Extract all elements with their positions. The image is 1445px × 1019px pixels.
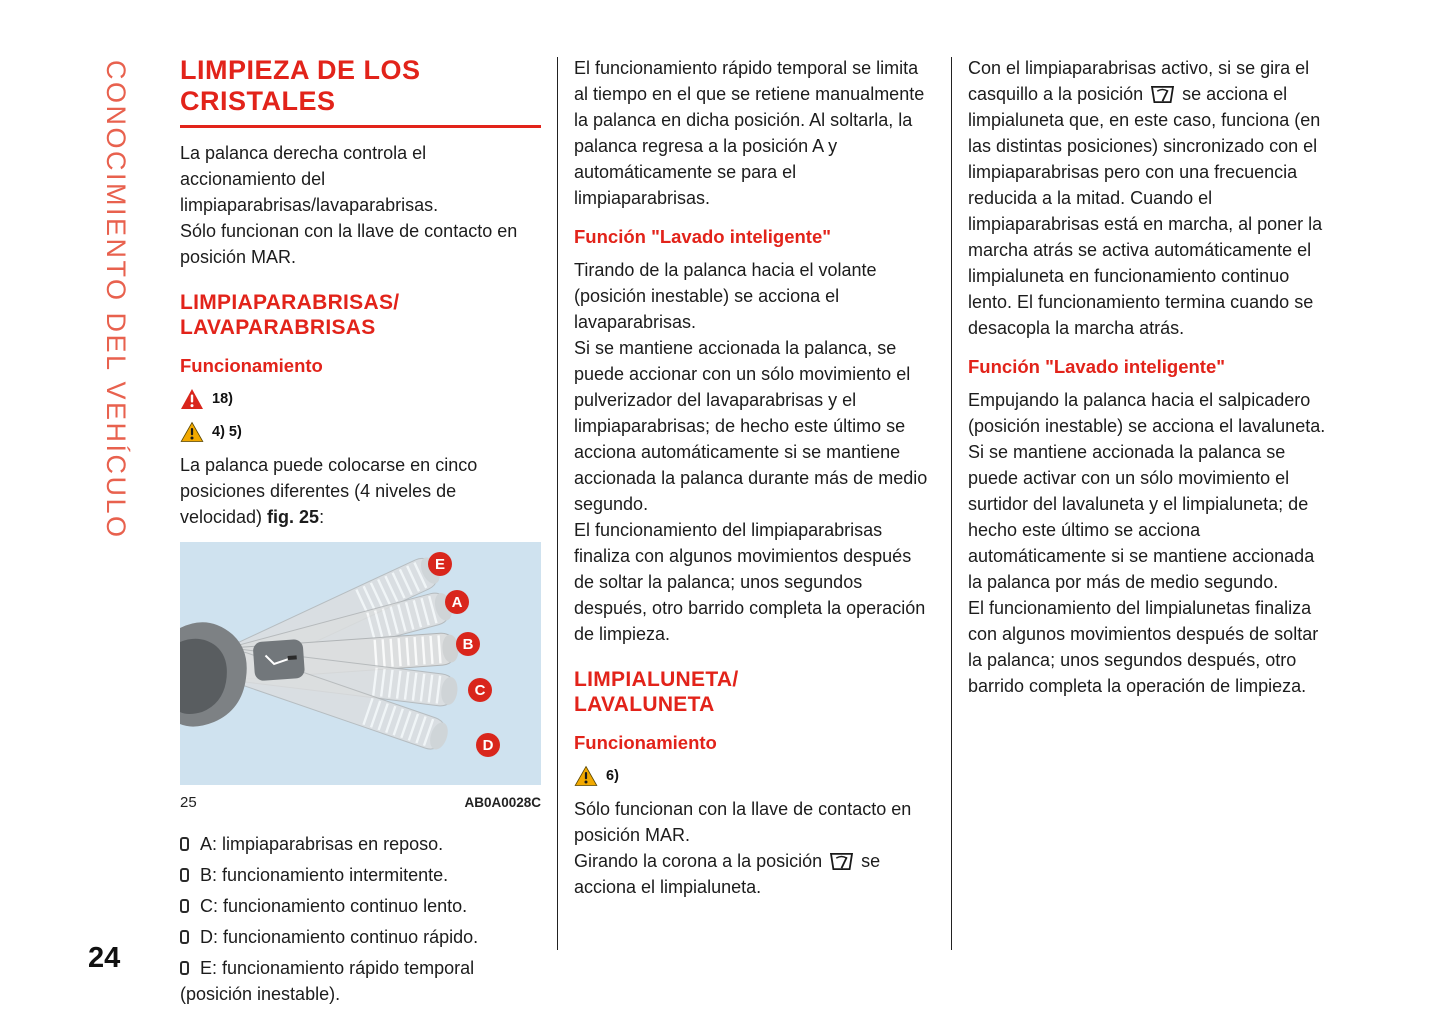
rear-wiper-position-icon	[828, 851, 855, 872]
section-heading-line2: LAVAPARABRISAS	[180, 316, 376, 339]
section-heading-line1: LIMPIAPARABRISAS/	[180, 291, 400, 314]
paragraph-text: se acciona el limpialuneta que, en este caso, funciona (en las distintas posiciones) sincronizado con el limpiaparabrisas pero con una frecuencia reducida a la mitad. Cuando el limpiaparabrisas está en marcha, al poner la marcha atrás se activa automáticamente el limpialuneta en funcionamiento continuo lento. El funcionamiento termina cuando se desacopla la marcha atrás.	[968, 84, 1323, 338]
section-heading-line2: LAVALUNETA	[574, 693, 715, 716]
list-item	[180, 893, 541, 919]
warning-ref-number: 6)	[606, 768, 619, 784]
column-divider	[557, 57, 558, 950]
bullet-icon	[180, 868, 189, 882]
warning-ref-row	[574, 763, 935, 789]
paragraph	[968, 55, 1329, 341]
rear-wiper-position-icon	[1149, 84, 1176, 105]
paragraph: Sólo funcionan con la llave de contacto en posición MAR.	[180, 221, 518, 267]
caution-triangle-icon	[574, 765, 598, 787]
column-divider	[951, 57, 952, 950]
figure-label-a: A	[451, 594, 463, 611]
section-heading	[180, 290, 541, 340]
figure-label-c: C	[474, 682, 486, 699]
paragraph-text: se acciona el limpialuneta.	[574, 851, 881, 897]
figure-number: 25	[180, 794, 197, 811]
list-item-text: C: funcionamiento continuo lento.	[200, 896, 468, 916]
list-item	[180, 955, 541, 1007]
column-3	[968, 55, 1329, 950]
stalk-collar	[253, 639, 306, 681]
paragraph	[180, 452, 541, 530]
figure-label-b: B	[462, 636, 474, 653]
bullet-icon	[180, 930, 189, 944]
list-item	[180, 924, 541, 950]
paragraph-text: :	[319, 507, 325, 527]
paragraph: Si se mantiene accionada la palanca, se puede accionar con un sólo movimiento el pulverizador del lavaparabrisas y el limpiaparabrisas; de hecho este último se acciona automáticamente si se mantiene accionada la palanca durante más de medio segundo.	[574, 338, 928, 514]
paragraph: El funcionamiento rápido temporal se limita al tiempo en el que se retiene manualmente la palanca en dicha posición. Al soltarla, la palanca regresa a la posición A y automáticamente se para el limpiaparabrisas.	[574, 58, 925, 208]
chapter-side-label: CONOCIMIENTO DEL VEHÍCULO	[101, 60, 131, 540]
warning-ref-number: 18)	[212, 391, 233, 407]
article-title-line2: CRISTALES	[180, 86, 336, 116]
paragraph-text: La palanca puede colocarse en cinco posiciones diferentes (4 niveles de velocidad)	[180, 455, 478, 527]
subsection-heading: Función "Lavado inteligente"	[968, 356, 1226, 377]
bullet-icon	[180, 899, 189, 913]
bullet-icon	[180, 961, 189, 975]
list-item-text: B: funcionamiento intermitente.	[200, 865, 449, 885]
warning-ref-number: 4) 5)	[212, 424, 242, 440]
paragraph: El funcionamiento del limpialunetas finaliza con algunos movimientos después de soltar la palanca; unos segundos después, otro barrido completa la operación de limpieza.	[968, 598, 1319, 696]
figure-code: AB0A0028C	[464, 795, 541, 810]
position-list	[180, 831, 541, 1007]
paragraph: Sólo funcionan con la llave de contacto en posición MAR.	[574, 799, 912, 845]
warning-ref-row	[180, 419, 541, 445]
paragraph: Tirando de la palanca hacia el volante (posición inestable) se acciona el lavaparabrisas.	[574, 260, 877, 332]
caution-triangle-icon	[180, 421, 204, 443]
figure-25-wiper-stalk	[180, 542, 541, 785]
subsection-heading: Funcionamiento	[574, 732, 717, 753]
list-item-text: A: limpiaparabrisas en reposo.	[200, 834, 444, 854]
article-title	[180, 55, 541, 128]
figure-reference: fig. 25	[267, 507, 320, 527]
paragraph: El funcionamiento del limpiaparabrisas finaliza con algunos movimientos después de soltar la palanca; unos segundos después, otro barrido completa la operación de limpieza.	[574, 520, 926, 644]
paragraph-text: Girando la corona a la posición	[574, 851, 823, 871]
figure-caption	[180, 790, 541, 816]
paragraph: Empujando la palanca hacia el salpicadero (posición inestable) se acciona el lavaluneta.	[968, 390, 1326, 436]
list-item	[180, 862, 541, 888]
paragraph: Si se mantiene accionada la palanca se puede activar con un sólo movimiento el surtidor del lavaluneta y el limpialuneta; de hecho este último se acciona automáticamente si se mantiene accionada la palanca por más de medio segundo.	[968, 442, 1315, 592]
section-heading-line1: LIMPIALUNETA/	[574, 668, 739, 691]
article-title-line1: LIMPIEZA DE LOS	[180, 55, 421, 85]
subsection-heading: Función "Lavado inteligente"	[574, 226, 832, 247]
column-1	[180, 55, 541, 1004]
list-item-text: D: funcionamiento continuo rápido.	[200, 927, 479, 947]
column-2	[574, 55, 935, 950]
bullet-icon	[180, 837, 189, 851]
paragraph: La palanca derecha controla el accionamiento del limpiaparabrisas/lavaparabrisas.	[180, 143, 439, 215]
section-heading	[574, 667, 935, 717]
list-item	[180, 831, 541, 857]
list-item-text: E: funcionamiento rápido temporal (posición inestable).	[180, 958, 475, 1004]
figure-label-d: D	[482, 737, 494, 754]
page-content	[180, 55, 1329, 1004]
danger-triangle-icon	[180, 388, 204, 410]
page-number: 24	[88, 942, 121, 974]
figure-label-e: E	[434, 556, 446, 573]
paragraph-text: Con el limpiaparabrisas activo, si se gira el casquillo a la posición	[968, 58, 1310, 104]
warning-ref-row	[180, 386, 541, 412]
subsection-heading: Funcionamiento	[180, 355, 323, 376]
paragraph	[574, 848, 935, 900]
